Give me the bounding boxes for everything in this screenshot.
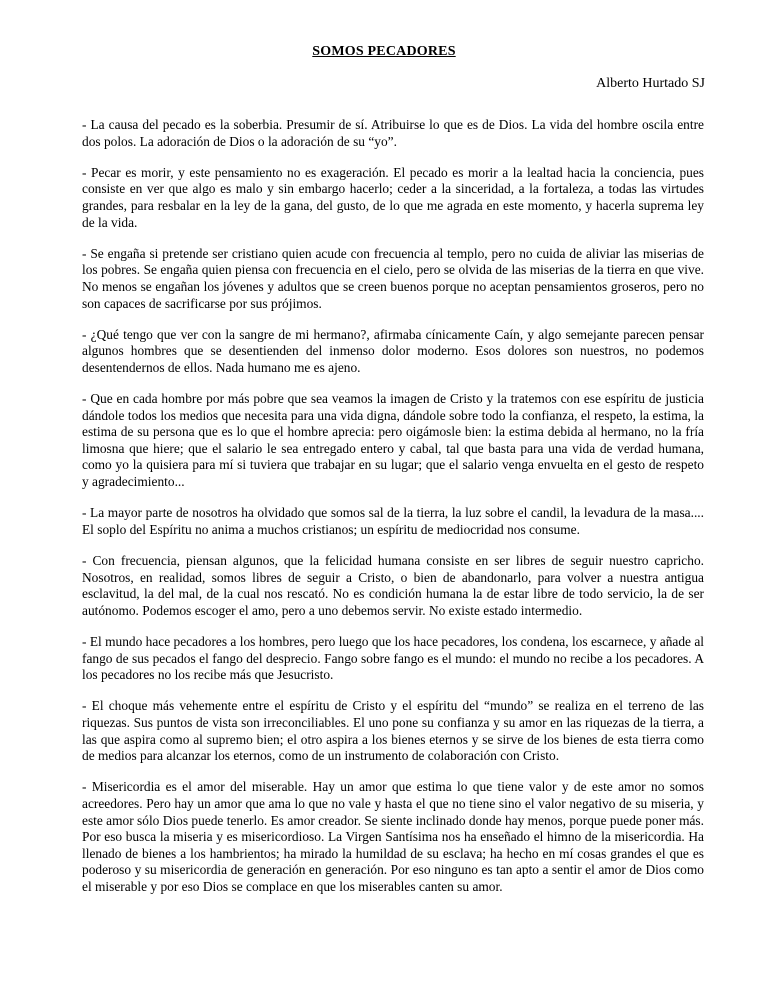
paragraph: - Que en cada hombre por más pobre que sea veamos la imagen de Cristo y la tratemos con ese espíritu de justicia dándole todos los medios que necesita para una vida digna, dándole sobre todo la confianza, el respeto, la estima, la estima de su persona que es lo que el hombre aprecia: pero oigámosle bien: la estima debida al hermano, no la fría limosna que hiere; que el salario le sea entregado entero y cabal, tal que basta para una vida de verdad humana, como yo la quisiera para mí si tuviera que trabajar en su lugar; que el salario venga envuelta en el gesto de respeto y agradecimiento... [82, 391, 704, 490]
paragraph: - El choque más vehemente entre el espíritu de Cristo y el espíritu del “mundo” se realiza en el terreno de las riquezas. Sus puntos de vista son irreconciliables. El uno pone su confianza y su amor en las riquezas de la tierra, a las que aspira como al supremo bien; el otro aspira a los bienes eternos y se sirve de los bienes de esta tierra como de medios para alcanzar los eternos, como de un instrumento de colaboración con Cristo. [82, 698, 704, 764]
paragraph: - Pecar es morir, y este pensamiento no es exageración. El pecado es morir a la lealtad hacia la conciencia, pues consiste en ver que algo es malo y sin embargo hacerlo; ceder a la sinceridad, a la fortaleza, a todas las virtudes grandes, para resbalar en la ley de la gana, del gusto, de lo que me agrada en este momento, y hacerla suprema ley de la vida. [82, 164, 704, 230]
author-name: Alberto Hurtado SJ [596, 76, 705, 91]
paragraph: - La mayor parte de nosotros ha olvidado que somos sal de la tierra, la luz sobre el candil, la levadura de la masa.... El soplo del Espíritu no anima a muchos cristianos; un espíritu de mediocridad nos consume. [82, 505, 704, 537]
paragraph: - La causa del pecado es la soberbia. Presumir de sí. Atribuirse lo que es de Dios. La vida del hombre oscila entre dos polos. La adoración de Dios o la adoración de su “yo”. [82, 117, 704, 149]
paragraph: - Misericordia es el amor del miserable. Hay un amor que estima lo que tiene valor y de este amor no somos acreedores. Pero hay un amor que ama lo que no vale y hasta el que no tiene sino el valor negativo de su miseria, y este amor sólo Dios puede tenerlo. Es amor creador. Se siente inclinado donde hay menos, porque puede poner más. Por eso busca la miseria y es misericordioso. La Virgen Santísima nos ha enseñado el himno de la misericordia. Ha llenado de bienes a los hambrientos; ha mirado la humildad de su esclava; ha hecho en mí cosas grandes el que es poderoso y su misericordia de generación en generación. Por eso ninguno es tan apto a sentir el amor de Dios como el miserable y por eso Dios se complace en que los miserables canten su amor. [82, 779, 704, 894]
paragraph: - El mundo hace pecadores a los hombres, pero luego que los hace pecadores, los condena, los escarnece, y añade al fango de sus pecados el fango del desprecio. Fango sobre fango es el mundo: el mundo no recibe a los pecadores. A los pecadores no los recibe más que Jesucristo. [82, 634, 704, 683]
paragraph: - Con frecuencia, piensan algunos, que la felicidad humana consiste en ser libres de seguir nuestro capricho. Nosotros, en realidad, somos libres de seguir a Cristo, o bien de abandonarlo, para volver a nuestra antigua esclavitud, la del mal, de la cual nos rescató. No es condición humana la de estar libre de todo servicio, la de ser autónomo. Podemos escoger el amo, pero a uno debemos servir. No existe estado intermedio. [82, 553, 704, 618]
paragraph: - Se engaña si pretende ser cristiano quien acude con frecuencia al templo, pero no cuida de aliviar las miserias de los pobres. Se engaña quien piensa con frecuencia en el cielo, pero se olvida de las miserias de la tierra en que vive. No menos se engañan los jóvenes y adultos que se creen buenos porque no aceptan pensamientos groseros, pero no son capaces de sacrificarse por sus prójimos. [82, 245, 704, 311]
document-title: SOMOS PECADORES [312, 44, 456, 59]
paragraph: - ¿Qué tengo que ver con la sangre de mi hermano?, afirmaba cínicamente Caín, y algo semejante parecen pensar algunos hombres que se desentienden del inmenso dolor moderno. Esos dolores son nuestros, no podemos desentendernos de ellos. Nada humano me es ajeno. [82, 326, 704, 375]
document-body [82, 117, 704, 910]
